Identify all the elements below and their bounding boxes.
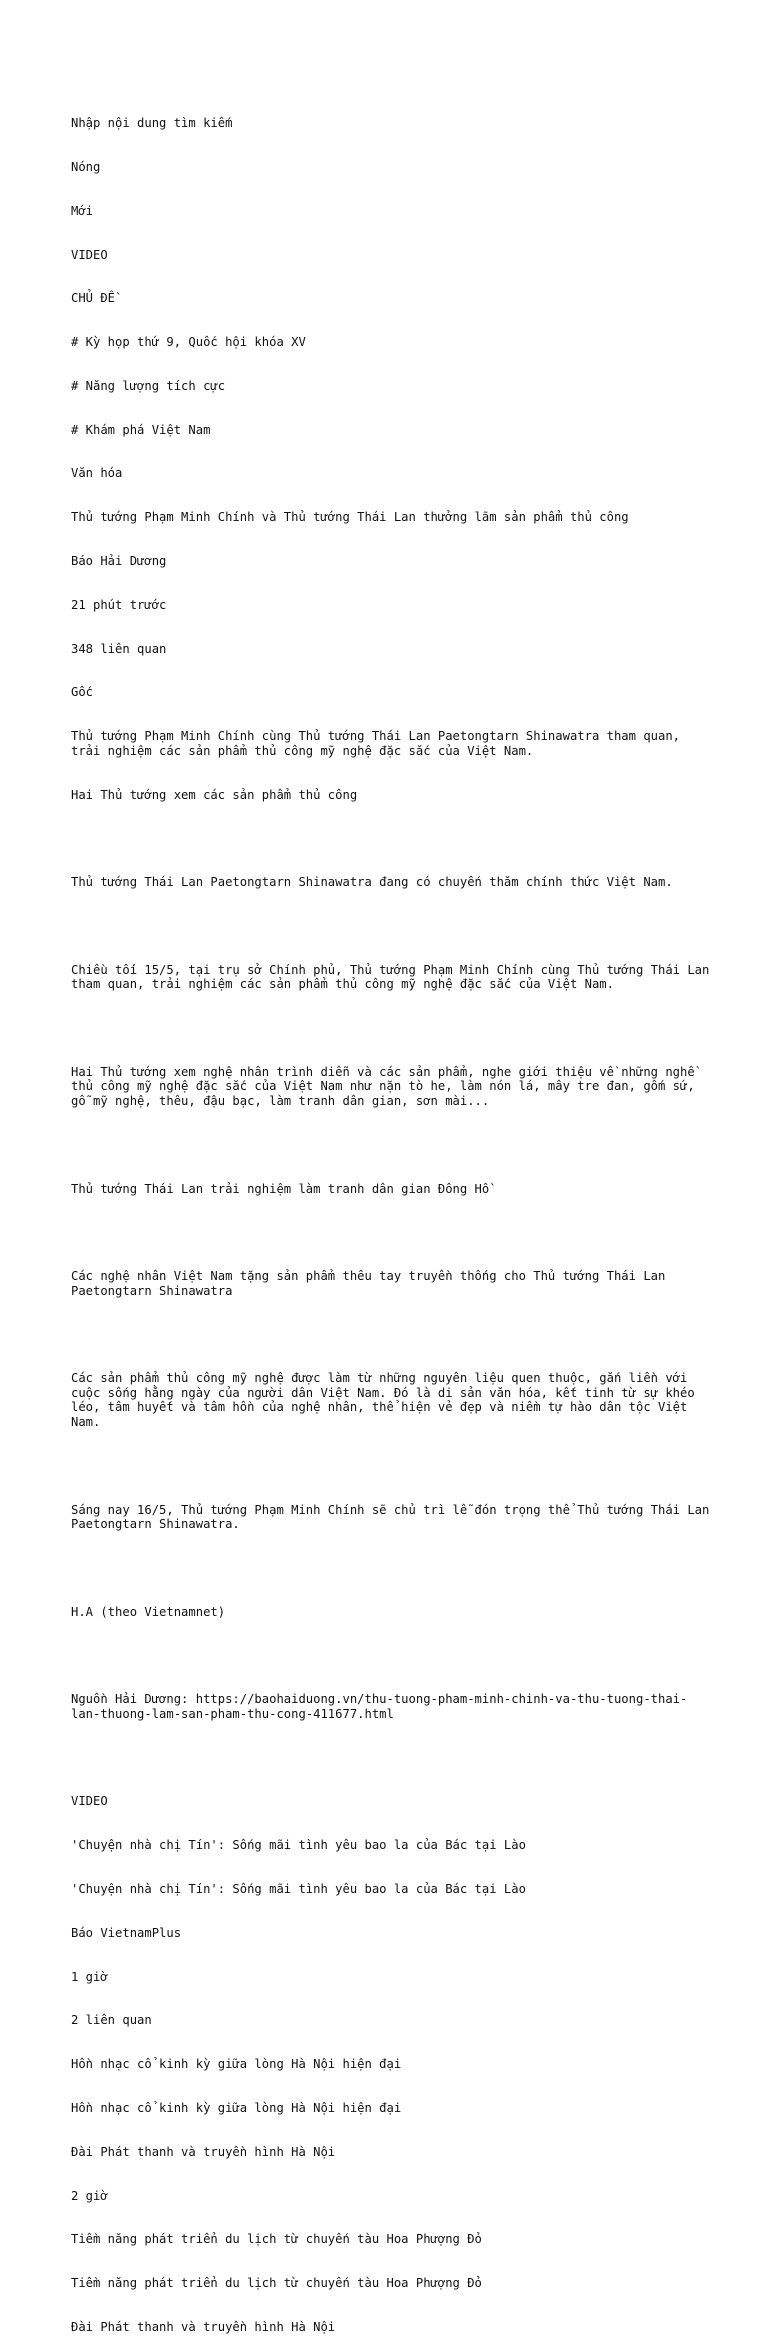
spacer bbox=[71, 1561, 711, 1576]
related-item-title[interactable]: Hồn nhạc cổ kinh kỳ giữa lòng Hà Nội hiện đại bbox=[71, 2057, 402, 2072]
article-paragraph: Các sản phẩm thủ công mỹ nghệ được làm từ những nguyên liệu quen thuộc, gắn liền với cuộc sống hằng ngày của người dân Việt Nam. Đó là di sản văn hóa, kết tinh từ sự khéo léo, tâm huyết và tâm hồn của nghệ nhân, thể hiện vẻ đẹp và niềm tự hào dân tộc Việt Nam. bbox=[71, 1371, 703, 1430]
article-related-count[interactable]: 348 liên quan bbox=[71, 641, 167, 656]
article-category[interactable]: Văn hóa bbox=[71, 466, 123, 481]
nav-item-hot[interactable]: Nóng bbox=[71, 159, 101, 174]
article-paragraph: Sáng nay 16/5, Thủ tướng Phạm Minh Chính sẽ chủ trì lễ đón trọng thể Thủ tướng Thái Lan Paetongtarn Shinawatra. bbox=[71, 1502, 717, 1532]
spacer bbox=[71, 1327, 711, 1342]
related-item-title-repeat[interactable]: 'Chuyện nhà chị Tín': Sống mãi tình yêu bao la của Bác tại Lào bbox=[71, 1882, 526, 1897]
spacer bbox=[71, 1649, 711, 1664]
image-caption: Thủ tướng Thái Lan trải nghiệm làm tranh dân gian Đông Hồ bbox=[71, 1181, 490, 1196]
related-item-title-repeat[interactable]: Tiềm năng phát triển du lịch từ chuyến tàu Hoa Phượng Đỏ bbox=[71, 2276, 482, 2291]
topic-link[interactable]: # Kỳ họp thứ 9, Quốc hội khóa XV bbox=[71, 335, 306, 350]
related-item-title[interactable]: Tiềm năng phát triển du lịch từ chuyến tàu Hoa Phượng Đỏ bbox=[71, 2232, 482, 2247]
topic-link[interactable]: # Năng lượng tích cực bbox=[71, 378, 226, 393]
topic-link[interactable]: # Khám phá Việt Nam bbox=[71, 422, 211, 437]
image-caption: Hai Thủ tướng xem các sản phẩm thủ công bbox=[71, 787, 358, 802]
search-input[interactable]: Nhập nội dung tìm kiếm bbox=[71, 116, 233, 131]
related-item-source[interactable]: Đài Phát thanh và truyền hình Hà Nội bbox=[71, 2319, 336, 2334]
related-section-label[interactable]: VIDEO bbox=[71, 1794, 108, 1809]
article-paragraph: Thủ tướng Thái Lan Paetongtarn Shinawatra đang có chuyến thăm chính thức Việt Nam. bbox=[71, 875, 673, 890]
article-time: 21 phút trước bbox=[71, 597, 167, 612]
spacer bbox=[71, 919, 711, 934]
nav-item-new[interactable]: Mới bbox=[71, 203, 94, 218]
related-item-title-repeat[interactable]: Hồn nhạc cổ kinh kỳ giữa lòng Hà Nội hiện đại bbox=[71, 2100, 402, 2115]
article-lead: Thủ tướng Phạm Minh Chính cùng Thủ tướng Thái Lan Paetongtarn Shinawatra tham quan, trải nghiệm các sản phẩm thủ công mỹ nghệ đặc sắc của Việt Nam. bbox=[71, 729, 688, 758]
related-item-title[interactable]: 'Chuyện nhà chị Tín': Sống mãi tình yêu bao la của Bác tại Lào bbox=[71, 1838, 526, 1853]
spacer bbox=[71, 1021, 711, 1036]
article-author: H.A (theo Vietnamnet) bbox=[71, 1604, 226, 1619]
spacer bbox=[71, 1751, 711, 1766]
image-caption: Các nghệ nhân Việt Nam tặng sản phẩm thêu tay truyền thống cho Thủ tướng Thái Lan Paetongtarn Shinawatra bbox=[71, 1269, 673, 1298]
article-title: Thủ tướng Phạm Minh Chính và Thủ tướng Thái Lan thưởng lãm sản phẩm thủ công bbox=[71, 510, 629, 525]
spacer bbox=[71, 831, 711, 846]
source-link[interactable]: Nguồn Hải Dương: https://baohaiduong.vn/thu-tuong-pham-minh-chinh-va-thu-tuong-thai-lan-thuong-lam-san-pham-thu-cong-411677.html bbox=[71, 1692, 688, 1721]
related-item-time: 2 giờ bbox=[71, 2188, 108, 2203]
page-content bbox=[71, 87, 717, 2349]
related-item-source[interactable]: Đài Phát thanh và truyền hình Hà Nội bbox=[71, 2144, 336, 2159]
related-item-related-count[interactable]: 2 liên quan bbox=[71, 2013, 152, 2028]
spacer bbox=[71, 1138, 711, 1153]
nav-item-topics[interactable]: CHỦ ĐỀ bbox=[71, 291, 116, 306]
article-paragraph: Hai Thủ tướng xem nghệ nhân trình diễn và các sản phẩm, nghe giới thiệu về những nghề thủ công mỹ nghệ đặc sắc của Việt Nam như nặn tò he, làm nón lá, mây tre đan, gốm sứ, gỗ mỹ nghệ, thêu, đậu bạc, làm tranh dân gian, sơn mài... bbox=[71, 1064, 703, 1108]
related-item-source[interactable]: Báo VietnamPlus bbox=[71, 1925, 182, 1940]
article-origin-link[interactable]: Gốc bbox=[71, 685, 94, 700]
related-item-time: 1 giờ bbox=[71, 1969, 108, 1984]
spacer bbox=[71, 1225, 711, 1240]
article-source[interactable]: Báo Hải Dương bbox=[71, 554, 167, 568]
article-paragraph: Chiều tối 15/5, tại trụ sở Chính phủ, Thủ tướng Phạm Minh Chính cùng Thủ tướng Thái Lan tham quan, trải nghiệm các sản phẩm thủ công mỹ nghệ đặc sắc của Việt Nam. bbox=[71, 962, 717, 992]
spacer bbox=[71, 1459, 711, 1474]
nav-item-video[interactable]: VIDEO bbox=[71, 247, 108, 262]
